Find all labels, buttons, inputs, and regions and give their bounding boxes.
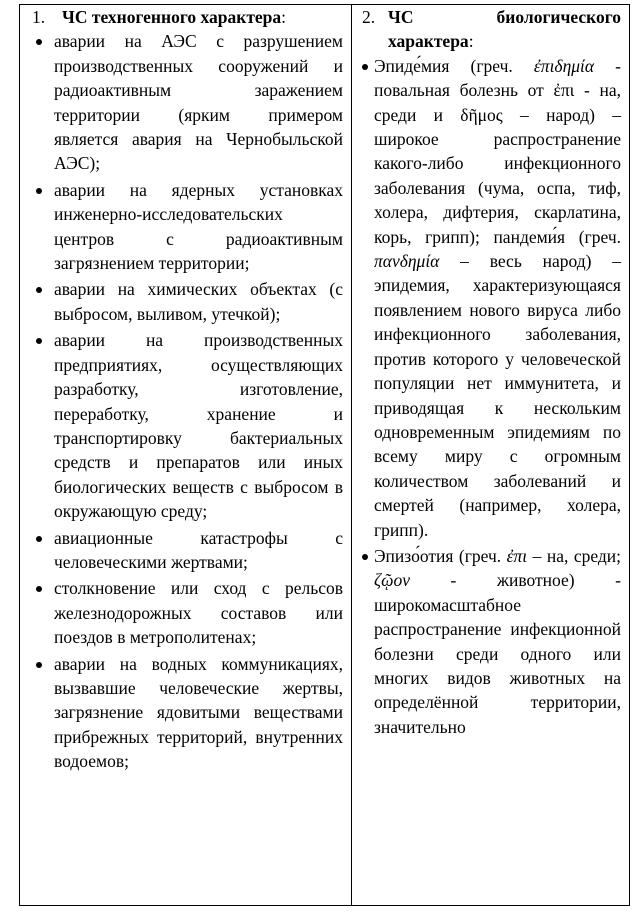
list-item: столкновение или сход с рельсов железнодорожных составов или поездов в метрополитенах; xyxy=(30,576,343,649)
greek-word: πανδημία xyxy=(374,251,440,272)
epizootic-term: Эпизо́отия xyxy=(374,545,454,566)
epizootic-item: Эпизо́отия (греч. ἐπι – на, среди; ζῷον - животное) - широкомасштабное распространение инфекционной болезни среди одного или многих видов животных на определённой территории, значительно xyxy=(360,544,621,739)
list-item: аварии на АЭС с разрушением производственных сооружений и радиоактивным заражением территории (ярким примером является авария на Чернобыльской АЭС); xyxy=(30,29,343,175)
technogenic-heading: 1. ЧС техногенного характера: xyxy=(30,5,343,29)
list-item: аварии на производственных предприятиях, осуществляющих разработку, изготовление, переработку, хранение и транспортировку бактериальных средств и препаратов или иных биологических веществ с выбросом в окружающую среду; xyxy=(30,328,343,523)
list-item: аварии на химических объектах (с выбросом, выливом, утечкой); xyxy=(30,277,343,326)
biological-list xyxy=(360,54,621,739)
epidemic-item: Эпиде́мия (греч. ἐπιδημία - повальная болезнь от ἐπι - на, среди и δῆμος – народ) – широкое распространение какого-либо инфекционного заболевания (чума, оспа, тиф, холера, дифтерия, скарлатина, корь, грипп); пандеми́я (греч. πανδημία – весь народ) – эпидемия, характеризующаяся появлением нового вируса либо инфекционного заболевания, против которого у человеческой популяции нет иммунитета, и приводящая к нескольким одновременным эпидемиям по всему миру с огромным количеством заболеваний и смертей (например, холера, грипп). xyxy=(360,54,621,542)
heading-number: 2. xyxy=(362,7,376,27)
technogenic-list xyxy=(30,29,343,773)
heading-title: ЧС биологического характера xyxy=(388,7,621,52)
list-item: аварии на водных коммуникациях, вызвавшие человеческие жертвы, загрязнение ядовитыми веществами прибрежных территорий, внутренних водоемов; xyxy=(30,652,343,774)
greek-word: ἐπι xyxy=(506,545,528,566)
heading-title: ЧС техногенного характера xyxy=(62,7,282,27)
greek-word: ζῷον xyxy=(374,570,410,591)
two-column-table xyxy=(19,4,630,906)
greek-word: ἐπιδημία xyxy=(533,55,595,76)
list-item: аварии на ядерных установках инженерно-исследовательских центров с радиоактивным загрязнением территории; xyxy=(30,178,343,276)
biological-column xyxy=(352,5,630,906)
technogenic-column xyxy=(20,5,352,906)
heading-number: 1. xyxy=(32,7,46,27)
epidemic-term: Эпиде́мия xyxy=(374,55,450,76)
biological-heading: 2. ЧС биологического характера: xyxy=(360,5,621,54)
list-item: авиационные катастрофы с человеческими жертвами; xyxy=(30,526,343,575)
